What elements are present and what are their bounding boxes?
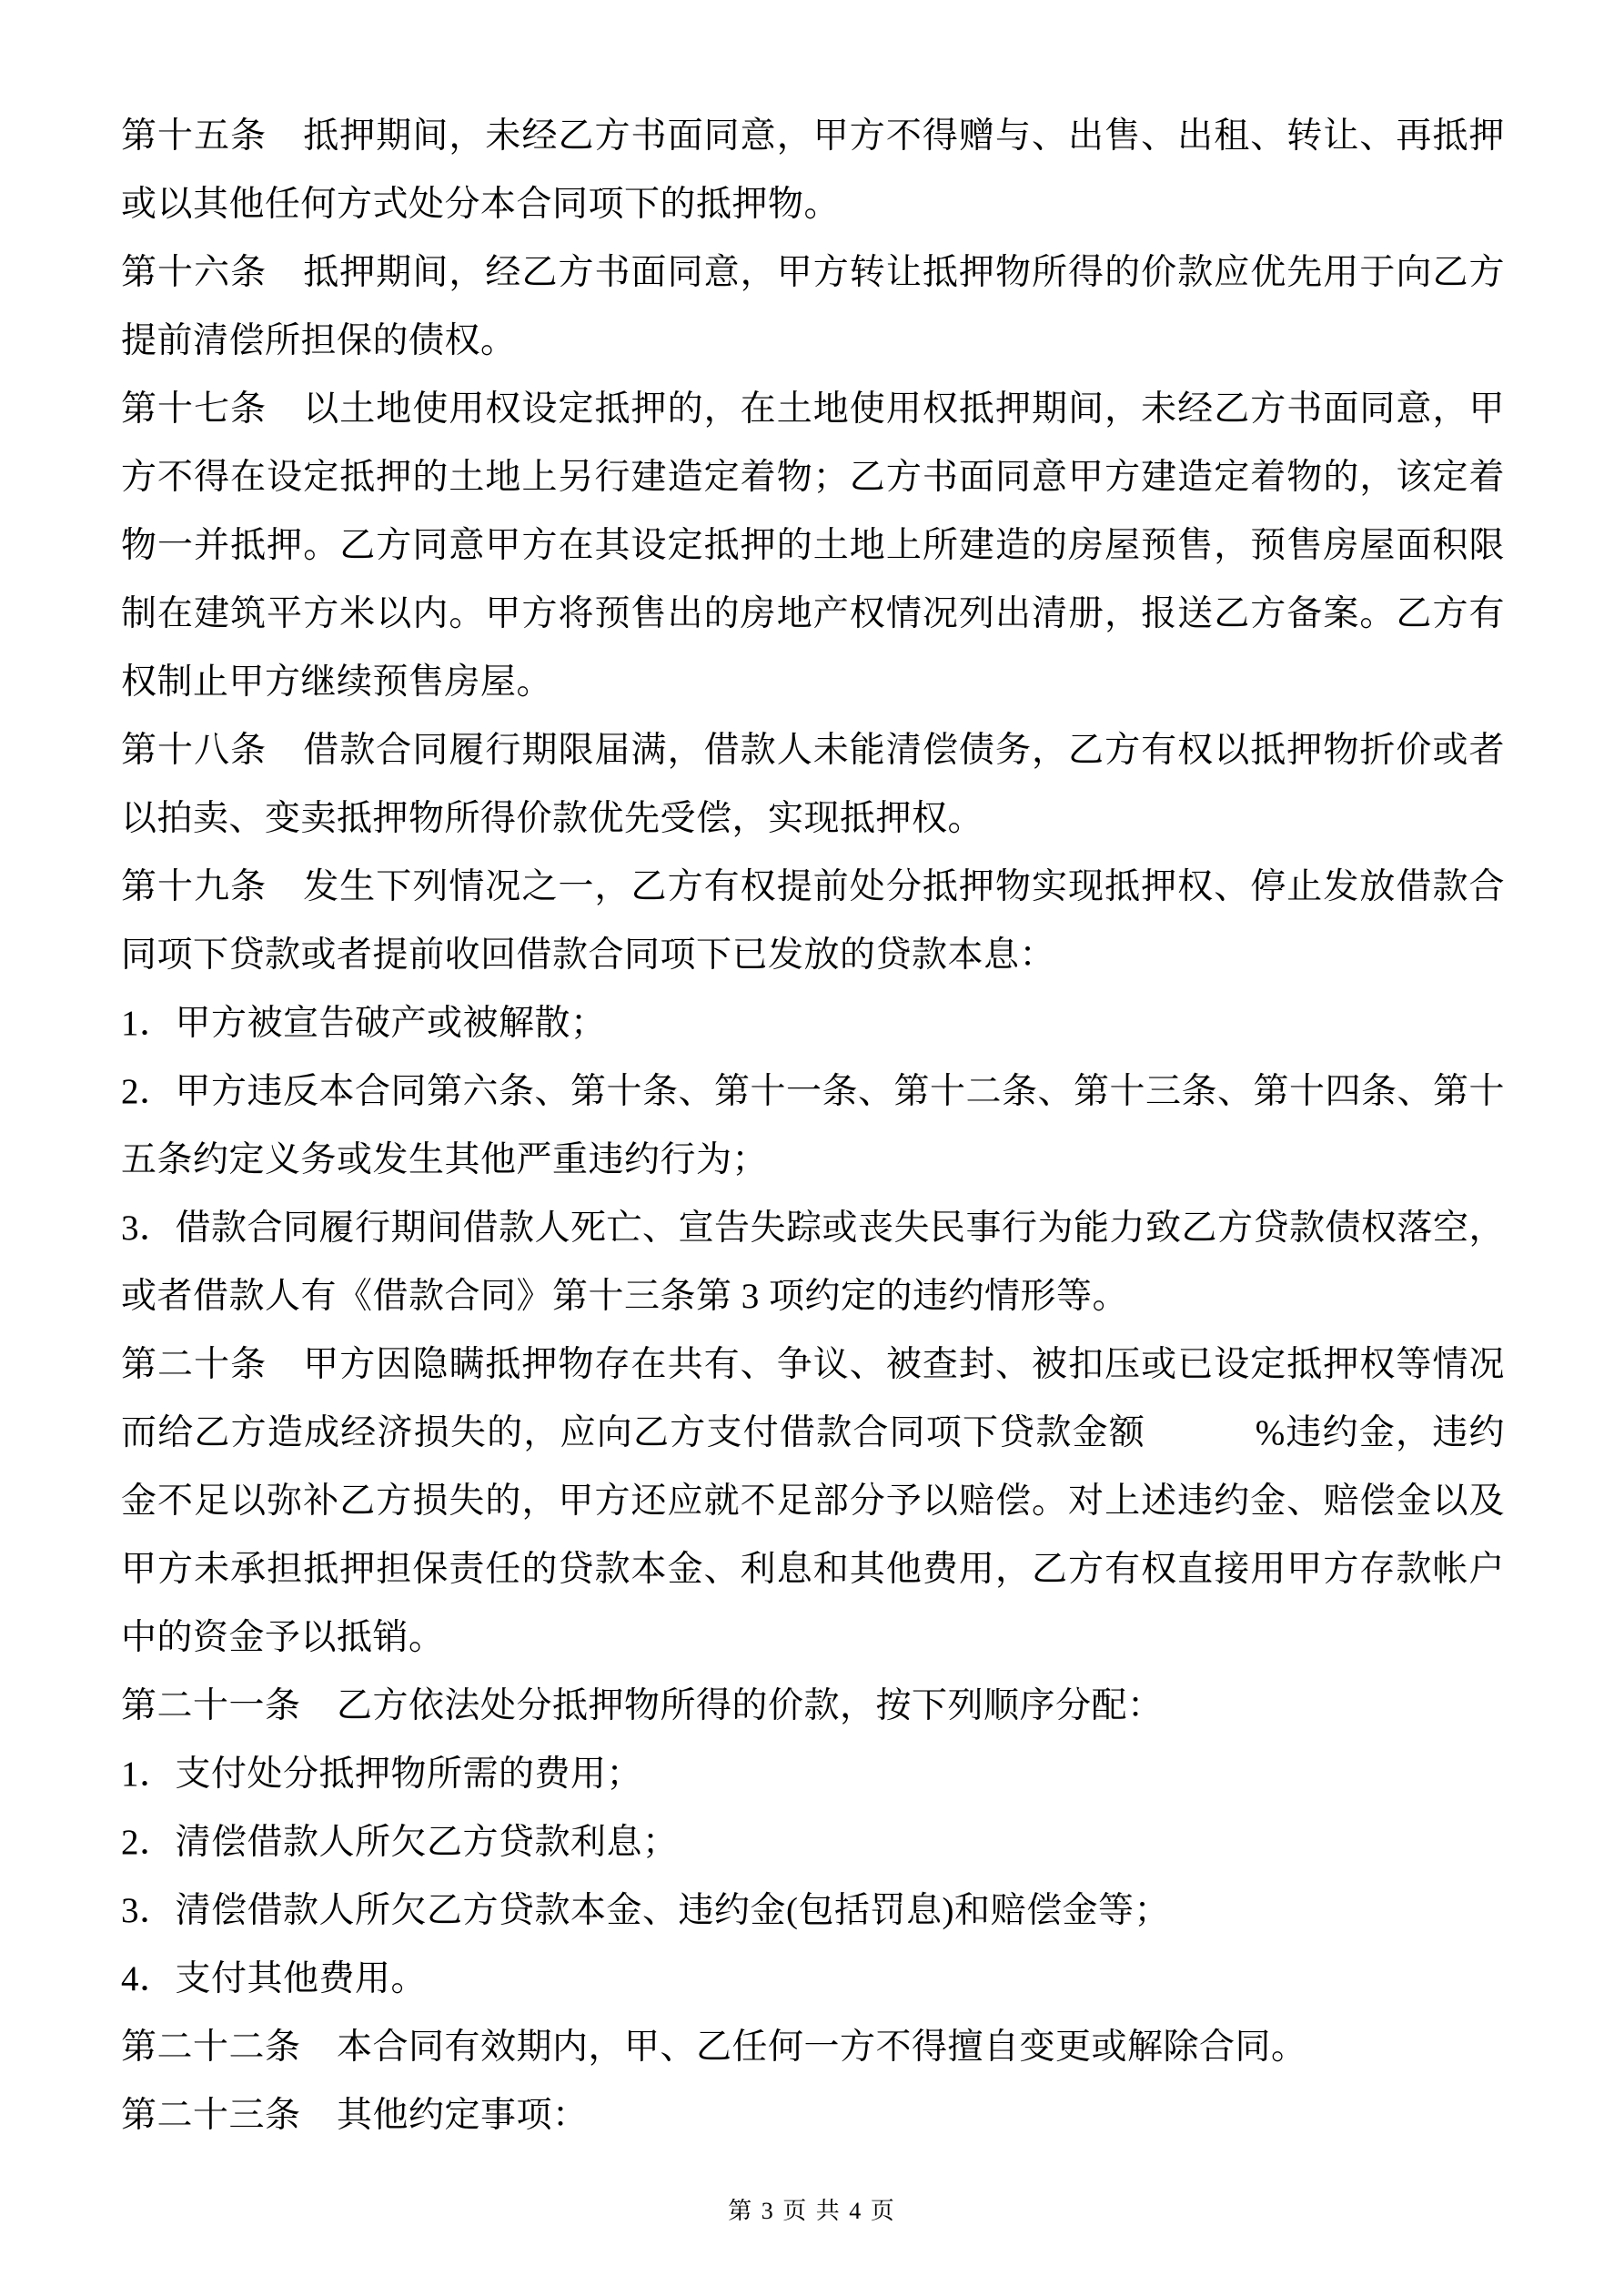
contract-list-item-2b: 2．清偿借款人所欠乙方贷款利息； [121, 1823, 679, 1862]
contract-paragraph-article-16: 第十六条 抵押期间，经乙方书面同意，甲方转让抵押物所得的价款应优先用于向乙方提前清偿所担保的债权。 [121, 253, 1505, 360]
contract-paragraph-article-23: 第二十三条 其他约定事项： [121, 2096, 589, 2135]
contract-paragraph-article-22: 第二十二条 本合同有效期内，甲、乙任何一方不得擅自变更或解除合同。 [121, 2028, 1307, 2067]
contract-paragraph-article-17: 第十七条 以土地使用权设定抵押的，在土地使用权抵押期间，未经乙方书面同意，甲方不得在设定抵押的土地上另行建造定着物；乙方书面同意甲方建造定着物的，该定着物一并抵押。乙方同意甲方在其设定抵押的土地上所建造的房屋预售，预售房屋面积限制在建筑平方米以内。甲方将预售出的房地产权情况列出清册，报送乙方备案。乙方有权制止甲方继续预售房屋。 [121, 389, 1505, 702]
contract-list-item-3b: 3．清偿借款人所欠乙方贷款本金、违约金(包括罚息)和赔偿金等； [121, 1891, 1170, 1930]
contract-paragraph-article-21: 第二十一条 乙方依法处分抵押物所得的价款，按下列顺序分配： [121, 1686, 1164, 1725]
contract-paragraph-article-18: 第十八条 借款合同履行期限届满，借款人未能清偿债务，乙方有权以抵押物折价或者以拍卖、变卖抵押物所得价款优先受偿，实现抵押权。 [121, 731, 1505, 838]
contract-list-item-2: 2．甲方违反本合同第六条、第十条、第十一条、第十二条、第十三条、第十四条、第十五条约定义务或发生其他严重违约行为； [121, 1072, 1506, 1179]
page-number: 第 3 页 共 4 页 [728, 2198, 896, 2224]
contract-paragraph-article-19: 第十九条 发生下列情况之一，乙方有权提前处分抵押物实现抵押权、停止发放借款合同项下贷款或者提前收回借款合同项下已发放的贷款本息： [121, 867, 1505, 975]
contract-paragraph-article-20: 第二十条 甲方因隐瞒抵押物存在共有、争议、被查封、被扣压或已设定抵押权等情况而给乙方造成经济损失的，应向乙方支付借款合同项下贷款金额 %违约金，违约金不足以弥补乙方损失的，甲方还应就不足部分予以赔偿。对上述违约金、赔偿金以及甲方未承担抵押担保责任的贷款本金、利息和其他费用，乙方有权直接用甲方存款帐户中的资金予以抵销。 [121, 1345, 1505, 1657]
contract-list-item-1b: 1．支付处分抵押物所需的费用； [121, 1755, 643, 1794]
page-footer [0, 2198, 1624, 2225]
contract-list-item-4b: 4．支付其他费用。 [121, 1959, 428, 1998]
contract-paragraph-article-15: 第十五条 抵押期间，未经乙方书面同意，甲方不得赠与、出售、出租、转让、再抵押或以其他任何方式处分本合同项下的抵押物。 [121, 116, 1505, 224]
contract-body [121, 102, 1505, 2149]
contract-list-item-3: 3．借款合同履行期间借款人死亡、宣告失踪或丧失民事行为能力致乙方贷款债权落空，或者借款人有《借款合同》第十三条第 3 项约定的违约情形等。 [121, 1209, 1506, 1316]
contract-list-item-1: 1．甲方被宣告破产或被解散； [121, 1004, 607, 1043]
